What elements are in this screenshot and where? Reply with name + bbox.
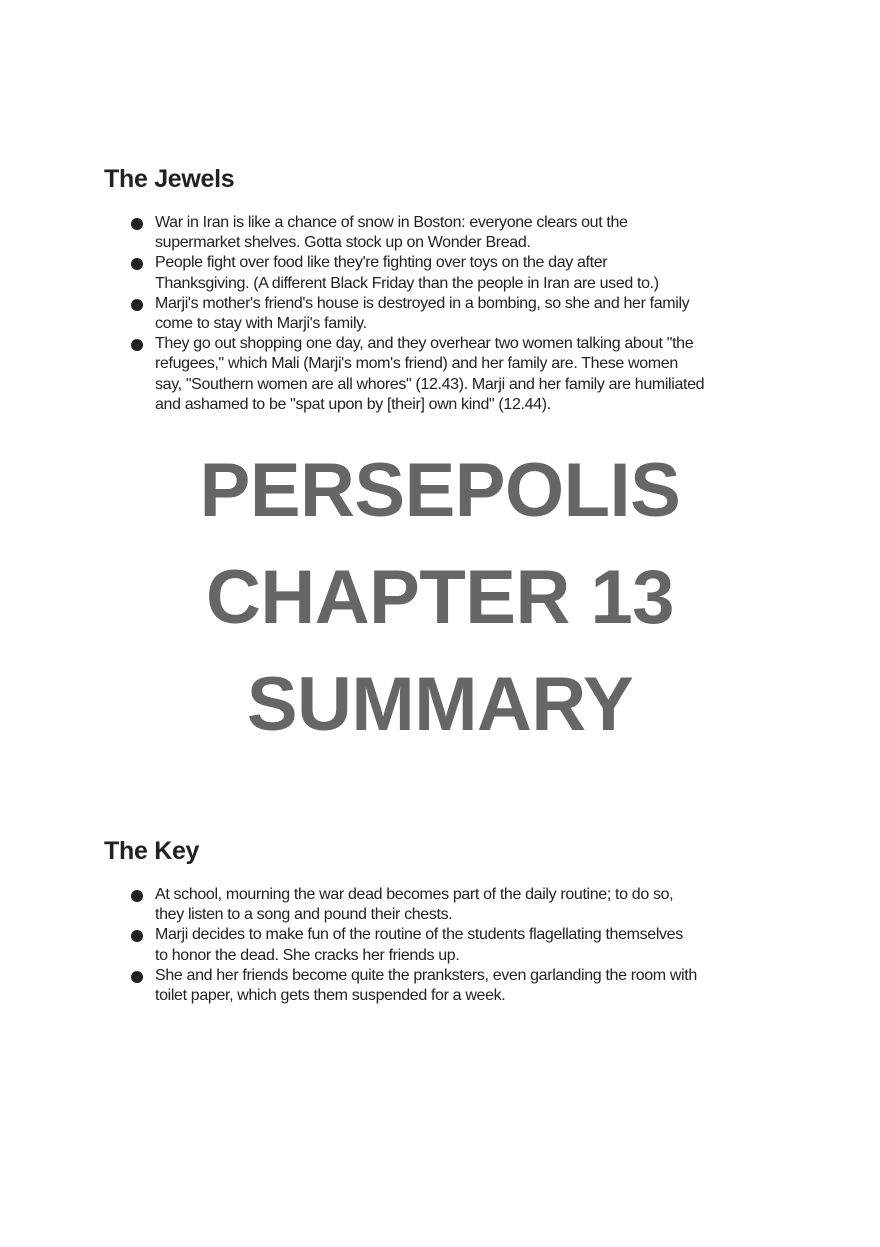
item-text: War in Iran is like a chance of snow in Boston: everyone clears out the [155, 214, 628, 231]
title-line: PERSEPOLIS [199, 448, 681, 533]
list-item [104, 253, 804, 293]
bullet-list [104, 885, 804, 1006]
item-text: come to stay with Marji's family. [155, 315, 367, 333]
bullet-list [104, 213, 804, 415]
section-heading: The Key [104, 837, 200, 865]
title-line: SUMMARY [246, 662, 634, 747]
item-text: They go out shopping one day, and they overhear two women talking about "the [155, 335, 694, 353]
item-text: Thanksgiving. (A different Black Friday than the people in Iran are used to.) [155, 274, 659, 292]
item-text: She and her friends become quite the pranksters, even garlanding the room with [155, 966, 697, 984]
list-item [104, 213, 804, 253]
bullet-icon [131, 339, 143, 351]
item-text: say, "Southern women are all whores" (12.43). Marji and her family are humiliated [155, 375, 705, 393]
section-heading: The Jewels [104, 165, 235, 193]
bullet-icon [131, 930, 143, 942]
list-item [104, 885, 804, 925]
bullet-icon [131, 971, 143, 983]
item-text: to honor the dead. She cracks her friends up. [155, 946, 460, 964]
item-text: refugees," which Mali (Marji's mom's friend) and her family are. These women [155, 355, 678, 373]
list-item [104, 966, 804, 1006]
bullet-icon [131, 258, 143, 270]
item-text: they listen to a song and pound their chests. [155, 906, 453, 924]
section-the-jewels [104, 165, 804, 415]
item-text: and ashamed to be "spat upon by [their] own kind" (12.44). [155, 395, 551, 413]
item-text: supermarket shelves. Gotta stock up on Wonder Bread. [155, 234, 531, 252]
bullet-icon [131, 299, 143, 311]
item-text: toilet paper, which gets them suspended for a week. [155, 987, 506, 1005]
section-the-key [104, 837, 804, 1006]
bullet-icon [131, 218, 143, 230]
item-text: Marji decides to make fun of the routine of the students flagellating themselves [155, 926, 683, 944]
title-line: CHAPTER 13 [206, 555, 674, 640]
list-item [104, 925, 804, 965]
list-item [104, 334, 804, 415]
item-text: People fight over food like they're fighting over toys on the day after [155, 254, 608, 272]
document-title [0, 437, 880, 758]
item-text: Marji's mother's friend's house is destroyed in a bombing, so she and her family [155, 294, 690, 312]
bullet-icon [131, 890, 143, 902]
list-item [104, 294, 804, 334]
item-text: At school, mourning the war dead becomes part of the daily routine; to do so, [155, 886, 674, 903]
